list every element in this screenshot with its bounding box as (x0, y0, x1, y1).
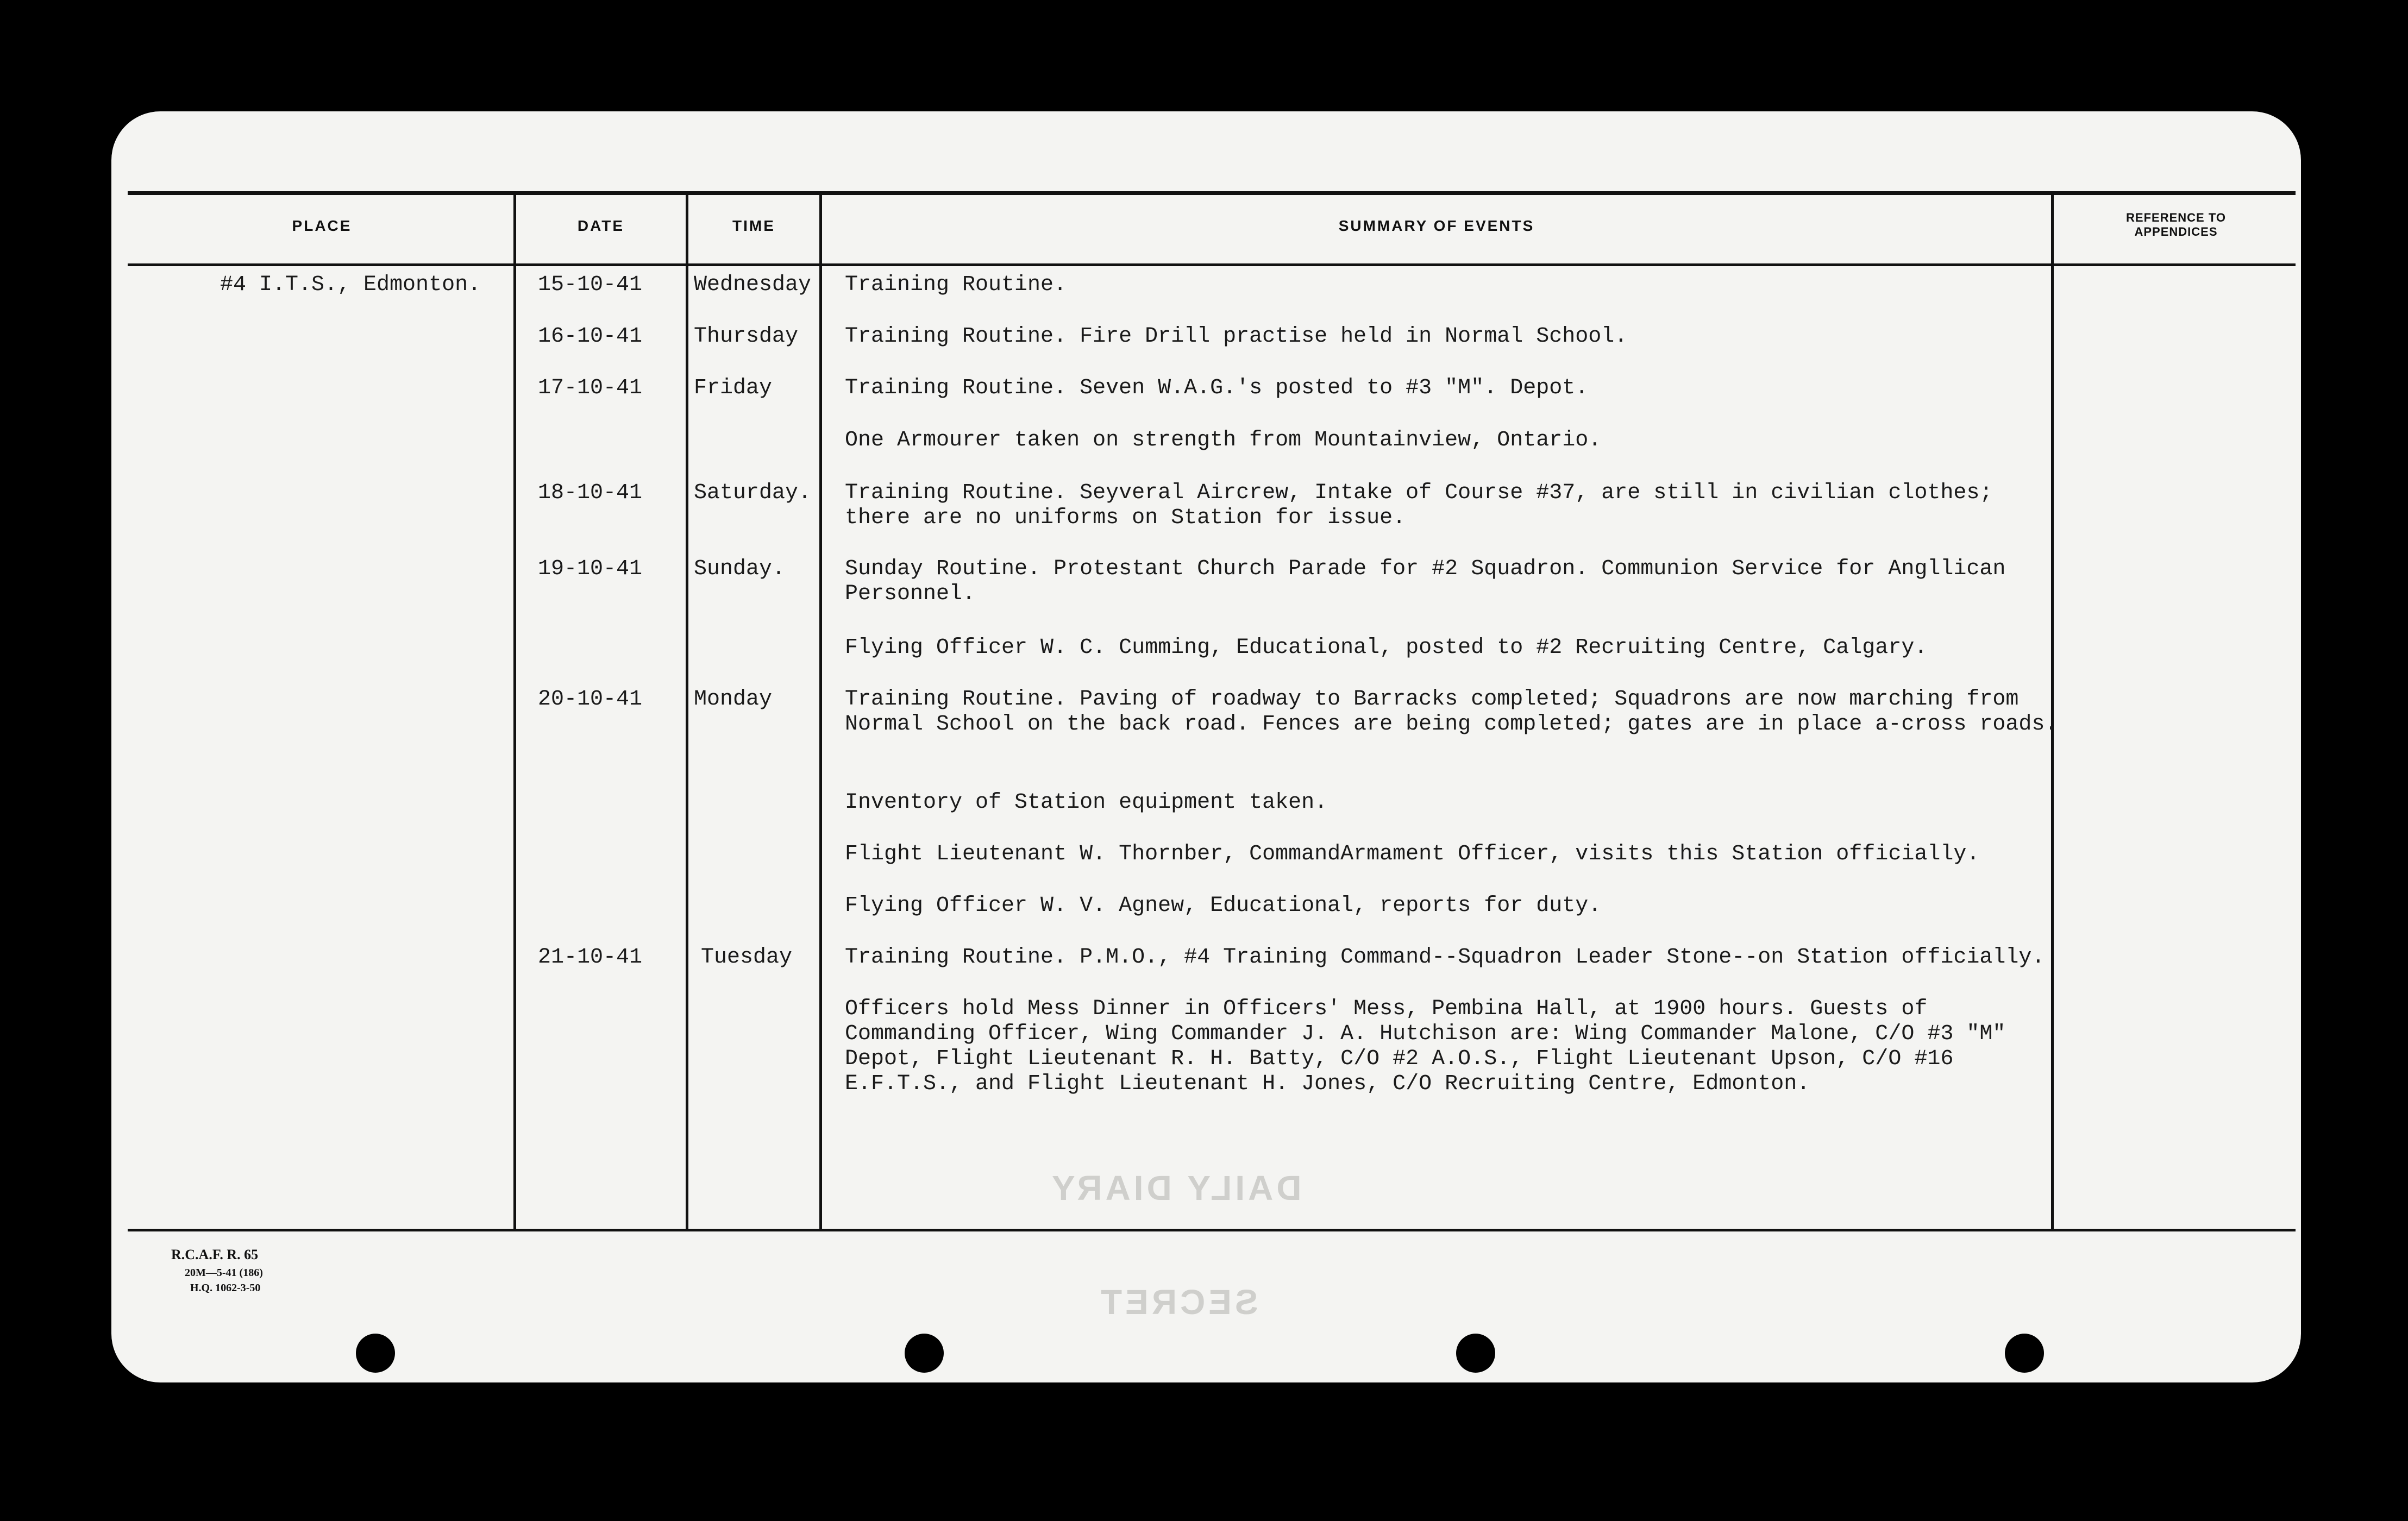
punch-hole (905, 1334, 944, 1373)
entry-time: Thursday (694, 324, 799, 349)
punch-hole (1456, 1334, 1495, 1373)
form-code: R.C.A.F. R. 65 (171, 1247, 259, 1262)
entry-date: 16-10-41 (538, 324, 643, 349)
entry-time: Monday (694, 687, 773, 712)
entry-time: Sunday. (694, 557, 786, 581)
punch-hole (2005, 1334, 2044, 1373)
entry-date: 15-10-41 (538, 273, 643, 297)
bottom-rule (128, 1229, 2296, 1231)
entry-date: 17-10-41 (538, 376, 643, 400)
entry-date: 19-10-41 (538, 557, 643, 581)
ghost-text-secret: SECRET (1098, 1283, 1258, 1322)
header-place: PLACE (292, 217, 352, 234)
entry-summary: Sunday Routine. Protestant Church Parade for #2 Squadron. Communion Service for Angllican Personnel. (845, 557, 2006, 606)
entry-time: Wednesday (694, 273, 812, 297)
col-divider-time (819, 193, 822, 1231)
entry-summary: Training Routine. Seven W.A.G.'s posted to #3 "M". Depot. (845, 376, 1589, 400)
entry-summary: Flying Officer W. C. Cumming, Educational, posted to #2 Recruiting Centre, Calgary. (845, 636, 1928, 660)
ghost-text-daily-diary: DAILY DIARY (1049, 1168, 1302, 1208)
punch-hole (356, 1334, 395, 1373)
header-reference: REFERENCE TO APPENDICES (2126, 211, 2226, 238)
form-hq-number: H.Q. 1062-3-50 (190, 1282, 261, 1294)
col-divider-date (686, 193, 688, 1231)
entry-summary: Training Routine. P.M.O., #4 Training Command--Squadron Leader Stone--on Station officially. (845, 945, 2045, 970)
header-summary: SUMMARY OF EVENTS (1338, 217, 1535, 234)
entry-summary: Training Routine. (845, 273, 1067, 297)
entry-summary: Training Routine. Seyveral Aircrew, Intake of Course #37, are still in civilian clothes; there are no uniforms on Station for issue. (845, 481, 1993, 530)
header-rule (128, 263, 2296, 266)
entry-date: 21-10-41 (538, 945, 643, 970)
place-text: #4 I.T.S., Edmonton. (220, 273, 481, 297)
top-rule (128, 191, 2296, 195)
header-date: DATE (577, 217, 625, 234)
entry-summary: Flying Officer W. V. Agnew, Educational, reports for duty. (845, 894, 1602, 918)
entry-summary: One Armourer taken on strength from Mountainview, Ontario. (845, 428, 1602, 452)
entry-time: Friday (694, 376, 773, 400)
entry-summary: Flight Lieutenant W. Thornber, CommandArmament Officer, visits this Station officially. (845, 842, 1980, 866)
col-divider-place (513, 193, 516, 1231)
header-time: TIME (732, 217, 775, 234)
entry-time: Saturday. (694, 481, 812, 505)
entry-time: Tuesday (701, 945, 793, 970)
entry-date: 20-10-41 (538, 687, 643, 712)
entry-summary: Officers hold Mess Dinner in Officers' Mess, Pembina Hall, at 1900 hours. Guests of Commanding Officer, Wing Commander J. A. Hutchison are: Wing Commander Malone, C/O #3 "M" Depot, Flight Lieutenant R. H. Batty, C/O #2 A.O.S., Flight Lieutenant Upson, C/O #16 E.F.T.S., and Flight Lieutenant H. Jones, C/O Recruiting Centre, Edmonton. (845, 997, 2006, 1096)
entry-summary: Inventory of Station equipment taken. (845, 790, 1328, 815)
form-print-number: 20M—5-41 (186) (185, 1267, 263, 1279)
entry-summary: Training Routine. Paving of roadway to Barracks completed; Squadrons are now marching from Normal School on the back road. Fences are being completed; gates are in place a-cross roads. (845, 687, 2058, 737)
entry-summary: Training Routine. Fire Drill practise held in Normal School. (845, 324, 1628, 349)
entry-date: 18-10-41 (538, 481, 643, 505)
